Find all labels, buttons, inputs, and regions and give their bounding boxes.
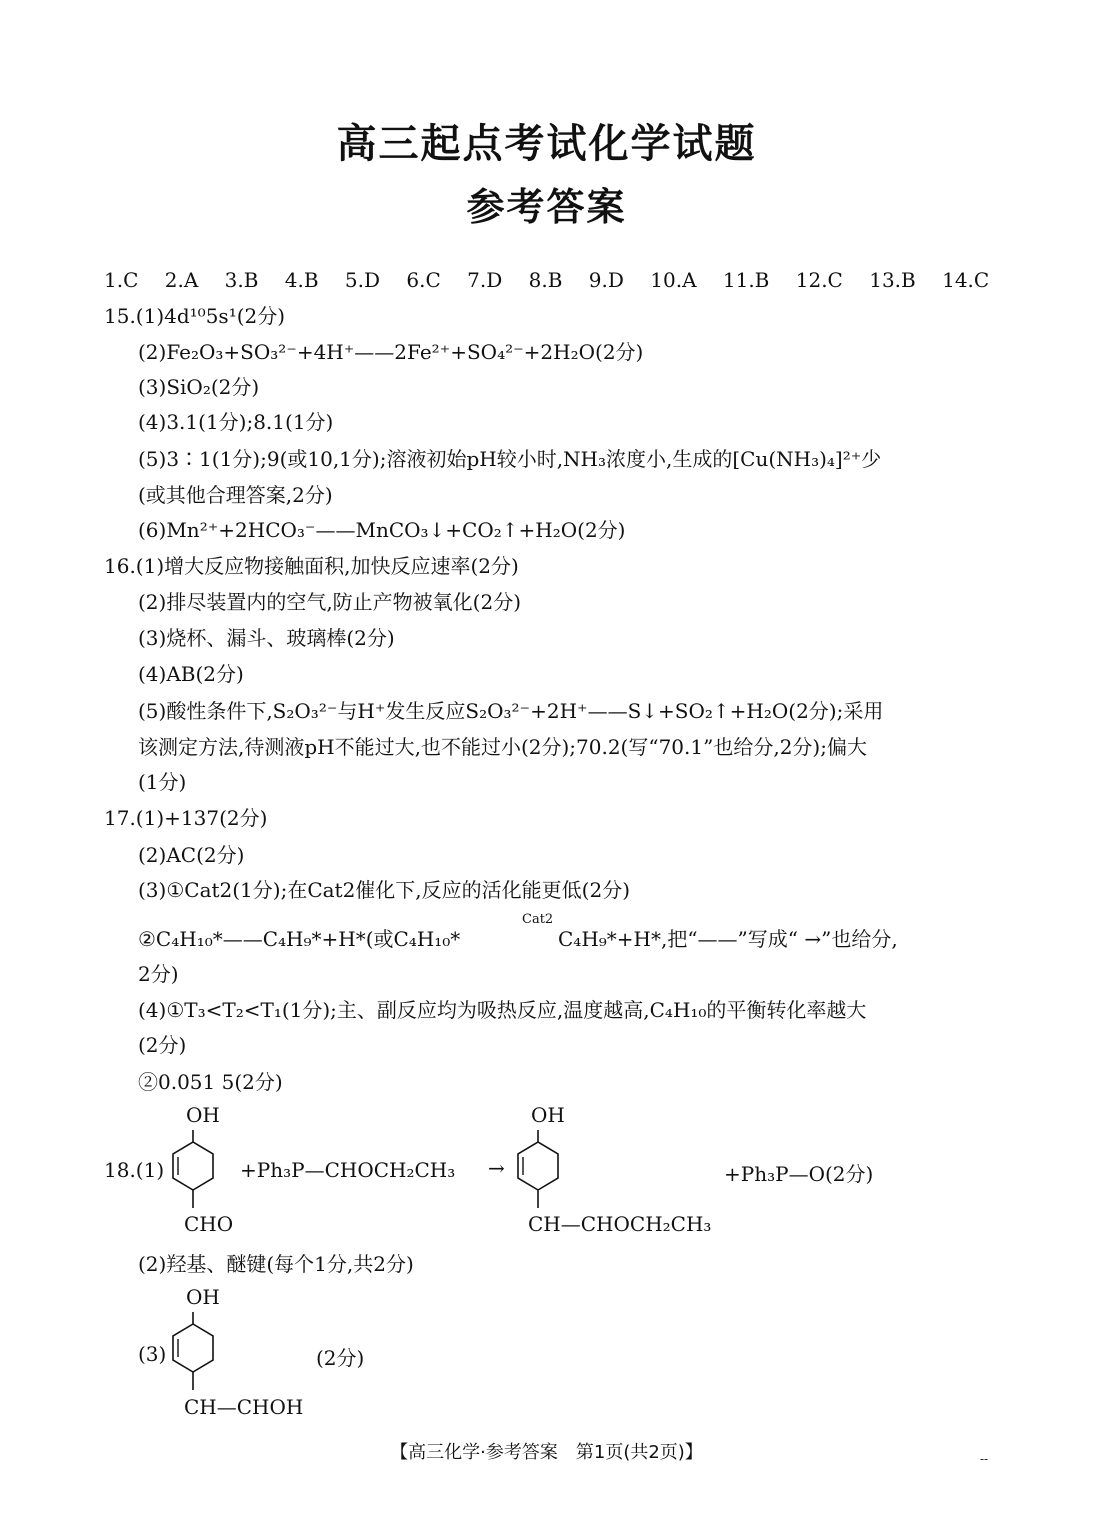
q17-line-5: 2分) [138, 962, 179, 986]
q15-line-3: (3)SiO₂(2分) [138, 375, 260, 399]
q18-part-3-substituent: CH—CHOH [184, 1395, 304, 1419]
mcq-item: 4.B [284, 268, 319, 292]
page-footer: 【高三化学·参考答案 第1页(共2页)】 [390, 1442, 703, 1463]
q17-line-1: 17.(1)+137(2分) [104, 806, 268, 830]
q16-line-6: 该测定方法,待测液pH不能过大,也不能过小(2分);70.2(写“70.1”也给分,2分);偏大 [138, 735, 867, 759]
byproduct-formula: +Ph₃P—O(2分) [724, 1162, 874, 1186]
corner-mark: -- [980, 1452, 989, 1466]
reagent-formula: +Ph₃P—CHOCH₂CH₃ [240, 1158, 456, 1182]
q16-line-4: (4)AB(2分) [138, 662, 244, 686]
mcq-answers [104, 266, 1007, 294]
q16-line-3: (3)烧杯、漏斗、玻璃棒(2分) [138, 626, 395, 650]
mcq-item: 9.D [588, 268, 624, 292]
q15-line-1: 15.(1)4d¹⁰5s¹(2分) [104, 304, 286, 328]
mcq-item: 13.B [869, 268, 916, 292]
q16-line-1: 16.(1)增大反应物接触面积,加快反应速率(2分) [104, 554, 519, 578]
mcq-item: 12.C [795, 268, 843, 292]
product-substituent: CH—CHOCH₂CH₃ [528, 1212, 712, 1236]
q17-line-4b: C₄H₉*+H*,把“——”写成“ →”也给分, [558, 927, 898, 951]
q18-part-3-prefix: (3) [138, 1342, 167, 1366]
mcq-item: 8.B [528, 268, 563, 292]
mcq-item: 11.B [722, 268, 770, 292]
page-title: 高三起点考试化学试题 [336, 121, 757, 167]
benzene-ring-icon [168, 1130, 218, 1210]
benzene-ring-icon [513, 1130, 563, 1210]
q15-line-6: (或其他合理答案,2分) [138, 483, 333, 507]
oh-label: OH [186, 1285, 220, 1309]
q15-line-2: (2)Fe₂O₃+SO₃²⁻+4H⁺——2Fe²⁺+SO₄²⁻+2H₂O(2分) [138, 340, 644, 364]
catalyst-label: Cat2 [522, 912, 554, 927]
mcq-item: 3.B [224, 268, 259, 292]
q17-line-7: (2分) [138, 1033, 187, 1057]
q18-part-2: (2)羟基、醚键(每个1分,共2分) [138, 1252, 414, 1276]
q18-prefix: 18.(1) [104, 1158, 165, 1182]
q15-line-5: (5)3∶1(1分);9(或10,1分);溶液初始pH较小时,NH₃浓度小,生成的[Cu(NH₃)₄]²⁺少 [138, 447, 882, 471]
mcq-item: 6.C [406, 268, 441, 292]
page-subtitle: 参考答案 [466, 185, 627, 229]
oh-label: OH [531, 1103, 565, 1127]
q17-line-4a: ②C₄H₁₀*——C₄H₉*+H*(或C₄H₁₀* [138, 927, 461, 951]
q16-line-2: (2)排尽装置内的空气,防止产物被氧化(2分) [138, 590, 522, 614]
mcq-item: 2.A [164, 268, 199, 292]
reaction-arrow: → [488, 1156, 505, 1180]
q17-line-3: (3)①Cat2(1分);在Cat2催化下,反应的活化能更低(2分) [138, 878, 630, 902]
cho-label: CHO [184, 1212, 234, 1236]
q15-line-7: (6)Mn²⁺+2HCO₃⁻——MnCO₃↓+CO₂↑+H₂O(2分) [138, 518, 626, 542]
mcq-item: 5.D [344, 268, 381, 292]
mcq-item: 14.C [942, 268, 990, 292]
mcq-item: 7.D [467, 268, 503, 292]
q17-line-6: (4)①T₃<T₂<T₁(1分);主、副反应均为吸热反应,温度越高,C₄H₁₀的平衡转化率越大 [138, 998, 867, 1022]
q18-part-3-score: (2分) [316, 1346, 365, 1370]
mcq-item: 10.A [650, 268, 697, 292]
q16-line-7: (1分) [138, 770, 187, 794]
q15-line-4: (4)3.1(1分);8.1(1分) [138, 410, 334, 434]
mcq-item: 1.C [104, 268, 139, 292]
benzene-ring-icon [168, 1312, 218, 1392]
q17-line-2: (2)AC(2分) [138, 843, 245, 867]
oh-label: OH [186, 1103, 220, 1127]
q17-line-8: ②0.051 5(2分) [138, 1070, 283, 1094]
q16-line-5: (5)酸性条件下,S₂O₃²⁻与H⁺发生反应S₂O₃²⁻+2H⁺——S↓+SO₂↑+H₂O(2分);采用 [138, 699, 884, 723]
